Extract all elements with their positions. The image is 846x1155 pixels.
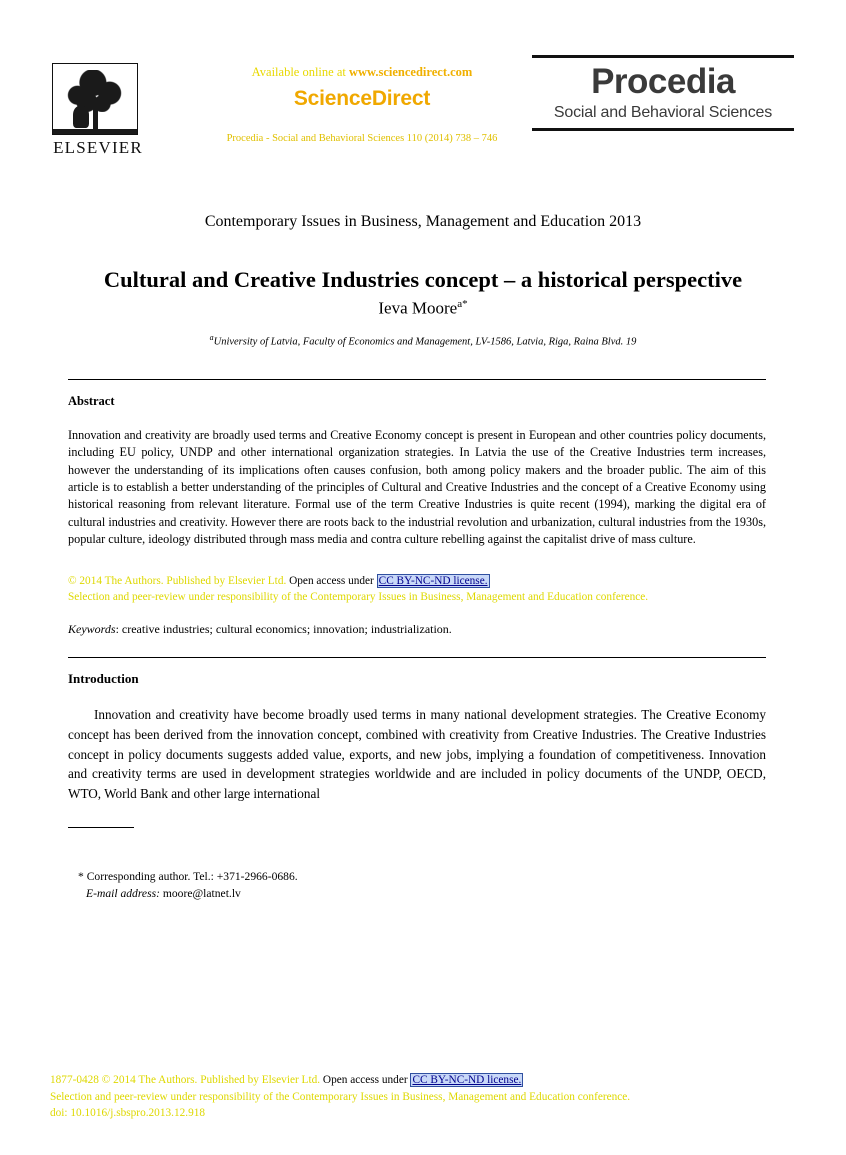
available-online-line — [182, 65, 542, 80]
doi-line[interactable]: doi: 10.1016/j.sbspro.2013.12.918 — [50, 1107, 206, 1120]
procedia-title: Procedia — [591, 62, 735, 101]
divider-top — [68, 379, 766, 380]
corresponding-author-footnote — [68, 869, 668, 903]
sciencedirect-url[interactable]: www.sciencedirect.com — [348, 65, 473, 79]
copyright-notice — [68, 573, 766, 606]
elsevier-logo — [52, 63, 144, 158]
introduction-text: Innovation and creativity have become broadly used terms in many national development strategies. The Creative Economy concept has been derived from the innovation concept, combined with creativity from Creative Industries. The Creative Industries concept in policy documents suggests added value, exports, and new jobs, implying a foundation of competitiveness. Innovation and creativity terms are used in development strategies worldwide and are included in policy documents of the UNDP, OECD, WTO, World Bank and other large international — [68, 707, 766, 802]
peer-review-line: Selection and peer-review under responsibility of the Contemporary Issues in Business, Management and Education conference. — [68, 591, 649, 604]
introduction-heading: Introduction — [68, 671, 139, 686]
email-label: E-mail address: — [86, 886, 160, 900]
keywords-label: Keywords — [68, 622, 116, 636]
cc-license-link[interactable]: CC BY-NC-ND license. — [378, 575, 488, 587]
issn-copyright-line: 1877-0428 © 2014 The Authors. Published by Elsevier Ltd. — [50, 1074, 321, 1086]
keywords — [68, 622, 766, 637]
procedia-journal-logo — [532, 55, 794, 131]
procedia-subtitle: Social and Behavioral Sciences — [553, 103, 773, 121]
footer-peer-review-line: Selection and peer-review under responsibility of the Contemporary Issues in Business, Management and Education conference. — [50, 1090, 631, 1103]
affiliation-marker: a — [209, 333, 214, 342]
footer-cc-license-link[interactable]: CC BY-NC-ND license. — [412, 1074, 522, 1086]
sciencedirect-block — [182, 65, 542, 144]
journal-citation-line: Procedia - Social and Behavioral Sciences 110 (2014) 738 – 746 — [226, 133, 498, 144]
author-marker: a* — [457, 298, 468, 310]
footnote-phone-line: * Corresponding author. Tel.: +371-2966-0686. — [78, 870, 298, 883]
available-online-text: Available online at — [251, 65, 349, 79]
footer-open-access-label: Open access under — [322, 1074, 408, 1086]
abstract-text: Innovation and creativity are broadly used terms and Creative Economy concept is present in European and other countries policy documents, including EU policy, UNDP and other international organization strategies. In Latvia the use of the Creative Industries term increases, however the understanding of its implications often causes confusion, both among policy makers and the broader public. The aim of this article is to establish a better understanding of the principles of Cultural and Creative Industries and the concept of a Creative Economy using historical reasoning from relevant literature. Formal use of the term Creative Industries is quite recent (1994), marking the digital era of cultural industries and creativity. However there are roots back to the industrial revolution and urbanization, cultural industries from the 1930s, popular culture, ideology distributed through mass media and contra culture rebelling against the capitalist drive of mass culture. — [68, 428, 766, 546]
author-list — [52, 298, 794, 319]
footnote-email-line — [68, 886, 668, 903]
divider-bottom — [68, 657, 766, 658]
footer-copyright-block — [50, 1072, 760, 1122]
author-name: Ieva Moore — [378, 298, 458, 318]
author-affiliation — [52, 333, 794, 348]
conference-name: Contemporary Issues in Business, Management and Education 2013 — [204, 213, 642, 230]
affiliation-text: University of Latvia, Faculty of Economics and Management, LV-1586, Latvia, Riga, Raina Blvd. 19 — [213, 336, 637, 348]
copyright-line: © 2014 The Authors. Published by Elsevier Ltd. — [68, 575, 287, 587]
open-access-label: Open access under — [289, 575, 374, 587]
email-address[interactable]: moore@latnet.lv — [159, 886, 241, 900]
sciencedirect-wordmark: ScienceDirect — [293, 87, 431, 110]
masthead — [52, 55, 794, 175]
elsevier-wordmark: ELSEVIER — [53, 138, 143, 157]
keywords-value: : creative industries; cultural economics; innovation; industrialization. — [115, 622, 452, 636]
elsevier-tree-icon — [52, 63, 138, 135]
footnote-divider — [68, 827, 134, 828]
abstract-heading: Abstract — [68, 394, 115, 408]
page-title: Cultural and Creative Industries concept – a historical perspective — [103, 267, 743, 293]
